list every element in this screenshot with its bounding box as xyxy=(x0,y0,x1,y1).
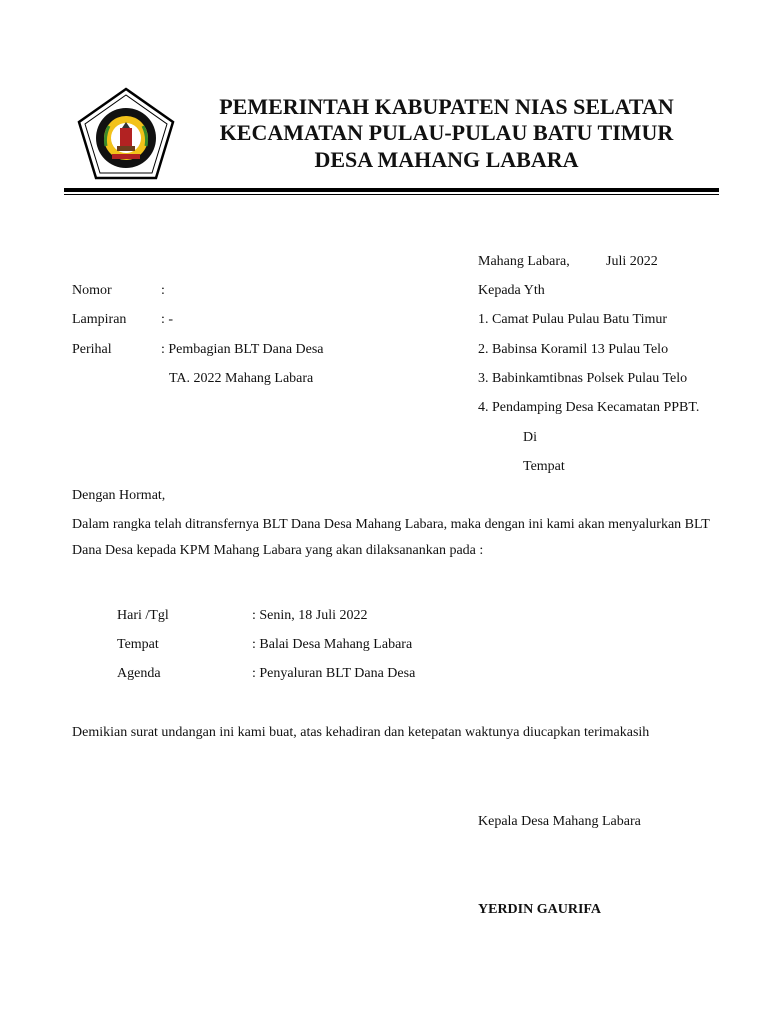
letterhead-divider-thick xyxy=(64,188,719,192)
recipient-item: 1. Camat Pulau Pulau Batu Timur xyxy=(478,312,668,327)
perihal-value-continued: TA. 2022 Mahang Labara xyxy=(169,371,314,386)
detail-value: : Penyaluran BLT Dana Desa xyxy=(252,666,416,681)
signature-name: YERDIN GAURIFA xyxy=(478,902,602,917)
perihal-label: Perihal xyxy=(72,342,112,357)
signature-title: Kepala Desa Mahang Labara xyxy=(478,814,641,829)
letterhead-line-village: DESA MAHANG LABARA xyxy=(314,147,579,172)
nomor-value: : xyxy=(161,283,165,298)
regency-emblem-logo xyxy=(76,86,176,182)
date-place: Mahang Labara, xyxy=(478,254,570,269)
detail-value: : Senin, 18 Juli 2022 xyxy=(252,608,368,623)
detail-label: Tempat xyxy=(117,637,159,652)
perihal-value: : Pembagian BLT Dana Desa xyxy=(161,342,324,357)
recipient-item: 3. Babinkamtibnas Polsek Pulau Telo xyxy=(478,371,688,386)
detail-label: Agenda xyxy=(117,666,161,681)
lampiran-label: Lampiran xyxy=(72,312,127,327)
recipient-tempat: Tempat xyxy=(523,459,565,474)
letterhead-divider-thin xyxy=(64,194,719,195)
detail-label: Hari /Tgl xyxy=(117,608,169,623)
closing-paragraph: Demikian surat undangan ini kami buat, atas kehadiran dan ketepatan waktunya diucapkan terimakasih xyxy=(72,725,650,740)
recipient-item: 2. Babinsa Koramil 13 Pulau Telo xyxy=(478,342,669,357)
letterhead-line-regency: PEMERINTAH KABUPATEN NIAS SELATAN xyxy=(219,94,674,119)
detail-value: : Balai Desa Mahang Labara xyxy=(252,637,413,652)
letterhead-line-district: KECAMATAN PULAU-PULAU BATU TIMUR xyxy=(219,120,674,145)
body-paragraph: Dalam rangka telah ditransfernya BLT Dana Desa Mahang Labara, maka dengan ini kami akan menyalurkan BLT Dana Desa kepada KPM Mahang Labara yang akan dilaksanankan pada : xyxy=(72,517,710,558)
recipients-intro: Kepada Yth xyxy=(478,283,545,298)
lampiran-value: : - xyxy=(161,312,174,327)
nomor-label: Nomor xyxy=(72,283,112,298)
greeting: Dengan Hormat, xyxy=(72,488,166,503)
recipient-item: 4. Pendamping Desa Kecamatan PPBT. xyxy=(478,400,700,415)
date-month-year: Juli 2022 xyxy=(606,254,658,269)
recipient-di: Di xyxy=(523,430,537,445)
